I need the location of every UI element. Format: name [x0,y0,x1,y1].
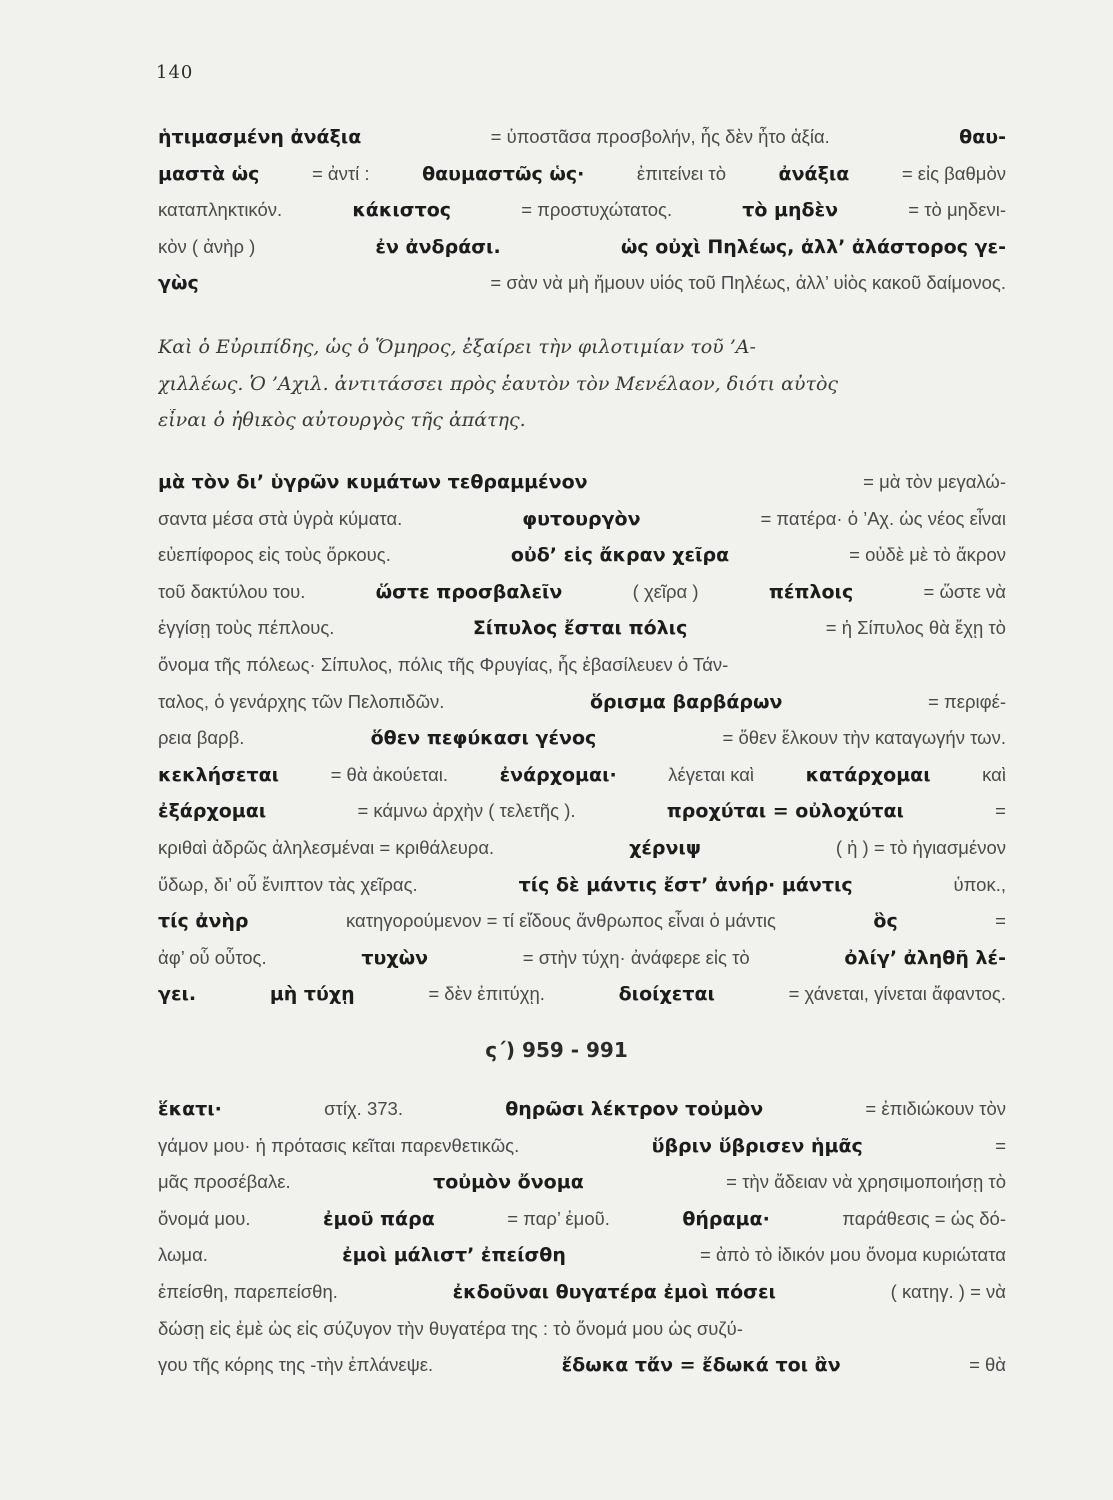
lemma-term: φυτουργὸν [522,507,641,530]
gloss-text: = ἐπιδιώκουν τὸν [865,1098,1006,1119]
text-line [158,764,1006,801]
gloss-text: ἐγγίσῃ τοὺς πέπλους. [158,617,335,639]
text-line [158,1098,1006,1135]
lemma-term: τυχὼν [361,946,429,969]
text-line [158,800,1006,837]
lemma-term: τὸ μηδὲν [742,199,839,222]
gloss-text: = στὴν τύχη· ἀνάφερε εἰς τὸ [522,946,750,968]
gloss-text: ( χεῖρα ) [632,580,699,602]
gloss-text: = κάμνω ἀρχὴν ( τελετῆς ). [357,800,576,822]
gloss-text: καταπληκτικόν. [158,199,283,221]
section-heading: ς΄) 959 - 991 [485,1038,628,1062]
gloss-text: = μὰ τὸν μεγαλώ- [863,471,1006,492]
text-line [158,471,1006,508]
text-line [158,1244,1006,1281]
gloss-text: λέγεται καὶ [668,763,755,785]
gloss-text: = ἡ Σίπυλος θὰ ἔχῃ τὸ [825,617,1006,639]
gloss-text: = θὰ ἀκούεται. [330,763,449,785]
text-line [158,544,1006,581]
text-line [158,272,1006,309]
lemma-term: Σίπυλος ἔσται πόλις [472,617,688,640]
lemma-term: χέρνιψ [629,836,701,859]
text-line [158,581,1006,618]
gloss-text: ἐπείσθη, παρεπείσθη. [158,1280,338,1302]
gloss-text: = ὅθεν ἕλκουν τὴν καταγωγήν των. [722,727,1006,749]
gloss-text: = παρ’ ἐμοῦ. [507,1207,610,1229]
lemma-term: ἐνάρχομαι· [499,763,617,786]
lemma-term: γει. [158,983,197,1006]
lemma-term: κάκιστος [352,199,452,222]
text-line [158,336,1006,373]
gloss-text: ὕδωρ, δι’ οὗ ἔνιπτον τὰς χεῖρας. [158,873,418,895]
lemma-term: οὐδ’ εἰς ἄκραν χεῖρα [510,544,730,567]
gloss-text: λωμα. [158,1244,208,1266]
text-line [158,409,1006,446]
gloss-text: μᾶς προσέβαλε. [158,1171,291,1193]
lemma-term: ἐν ἀνδράσι. [375,235,501,258]
gloss-text: ὄνομά μου. [158,1207,251,1229]
gloss-text: καὶ [982,763,1006,785]
lemma-term: τίς δὲ μάντις ἔστ’ ἀνήρ· μάντις [518,873,853,896]
lemma-term: ὅθεν πεφύκασι γένος [370,727,597,750]
gloss-text: = σὰν νὰ μὴ ἤμουν υἱός τοῦ Πηλέως, ἀλλ’ υἱὸς κακοῦ δαίμονος. [490,272,1006,294]
gloss-text: κὸν ( ἀνὴρ ) [158,235,256,257]
lemma-term: ὕβριν ὕβρισεν ἡμᾶς [651,1134,863,1157]
lemma-term: γὼς [158,272,199,295]
lemma-term: θαυμαστῶς ὡς· [422,162,585,185]
gloss-text: = οὐδὲ μὲ τὸ ἄκρον [849,544,1006,566]
gloss-text: γου τῆς κόρης της -τὴν ἐπλάνεψε. [158,1354,434,1376]
gloss-text: = ἀπὸ τὸ ἰδικόν μου ὄνομα κυριώτατα [700,1244,1006,1266]
gloss-text: ταλος, ὁ γενάρχης τῶν Πελοπιδῶν. [158,690,445,712]
lemma-term: τοὐμὸν ὄνομα [433,1171,584,1194]
lemma-term: προχύται = οὐλοχύται [666,800,904,823]
text-line [158,236,1006,273]
lemma-term: ἐμοὶ μάλιστ’ ἐπείσθη [342,1244,566,1267]
paragraph-glossary-1 [158,126,1006,309]
lemma-term: ἀνάξια [778,162,850,185]
text-line [158,654,1006,691]
lemma-term: ὥστε προσβαλεῖν [375,580,563,603]
gloss-text: = ὥστε νὰ [923,580,1006,602]
gloss-text: δώσῃ εἰς ἐμὲ ὡς εἰς σύζυγον τὴν θυγατέρα της : τὸ ὄνομά μου ὡς συζύ- [158,1317,743,1339]
gloss-text: ( ἡ ) = τὸ ἡγιασμένον [835,836,1006,858]
lemma-term: ἐκδοῦναι θυγατέρα ἐμοὶ πόσει [452,1280,776,1303]
gloss-text: ρεια βαρβ. [158,727,245,749]
gloss-text: στίχ. 373. [324,1098,403,1119]
text-line [158,947,1006,984]
text-line [158,617,1006,654]
lemma-term: μαστὰ ὡς [158,162,260,185]
paragraph-glossary-3 [158,1098,1006,1391]
lemma-term: μὴ τύχῃ [269,983,355,1006]
gloss-text: = [995,910,1006,932]
text-line [158,373,1006,410]
lemma-term: ἐμοῦ πάρα [322,1207,435,1230]
gloss-text: σαντα μέσα στὰ ὑγρὰ κύματα. [158,507,403,529]
gloss-text: = τὸ μηδενι- [908,199,1006,221]
italic-text: Καὶ ὁ Εὐριπίδης, ὡς ὁ Ὅμηρος, ἐξαίρει τὴν φιλοτιμίαν τοῦ ’Α- [158,336,756,358]
gloss-text: ὑποκ., [953,873,1006,895]
gloss-text: = προστυχώτατος. [521,199,673,221]
gloss-text: = εἰς βαθμὸν [901,162,1006,184]
text-line [158,1281,1006,1318]
text-line [158,837,1006,874]
lemma-term: ἡτιμασμένη ἀνάξια [158,126,362,148]
lemma-term: ἐξάρχομαι [158,800,267,823]
lemma-term: κεκλήσεται [158,763,280,786]
lemma-term: θήραμα· [682,1207,770,1230]
text-line [158,126,1006,163]
text-line [158,874,1006,911]
gloss-text: = [995,1134,1006,1156]
text-line [158,1135,1006,1172]
text-line [158,727,1006,764]
lemma-term: τίς ἀνὴρ [158,910,249,933]
lemma-term: κατάρχομαι [805,763,931,786]
lemma-term: θηρῶσι λέκτρον τοὐμὸν [505,1098,764,1120]
text-line [158,199,1006,236]
text-line [158,1354,1006,1391]
italic-text: εἶναι ὁ ἠθικὸς αὐτουργὸς τῆς ἀπάτης. [158,409,526,432]
gloss-text: ἀφ’ οὗ οὗτος. [158,946,267,968]
gloss-text: ὄνομα τῆς πόλεως· Σίπυλος, πόλις τῆς Φρυγίας, ἧς ἐβασίλευεν ὁ Τάν- [158,653,729,675]
gloss-text: παράθεσις = ὡς δό- [842,1207,1006,1229]
gloss-text: κατηγορούμενον = τί εἴδους ἄνθρωπος εἶναι ὁ μάντις [345,910,776,932]
gloss-text: = θὰ [969,1354,1006,1376]
lemma-term: πέπλοις [768,580,854,603]
lemma-term: ὡς οὐχὶ Πηλέως, ἀλλ’ ἀλάστορος γε- [620,235,1006,258]
text-line [158,163,1006,200]
gloss-text: = περιφέ- [928,690,1006,712]
lemma-term: μὰ τὸν δι’ ὑγρῶν κυμάτων τεθραμμένον [158,471,588,493]
lemma-term: ὀλίγ’ ἀληθῆ λέ- [844,946,1006,969]
paragraph-glossary-2 [158,471,1006,1020]
gloss-text: = ὑποστᾶσα προσβολήν, ἧς δὲν ἦτο ἀξία. [490,126,830,147]
gloss-text: ( κατηγ. ) = νὰ [890,1280,1006,1302]
lemma-term: ἔδωκα τἄν = ἔδωκά τοι ἂν [561,1354,841,1377]
gloss-text: τοῦ δακτύλου του. [158,580,306,602]
gloss-text: ἐπιτείνει τὸ [636,162,727,184]
italic-text: χιλλέως. Ὁ ’Αχιλ. ἀντιτάσσει πρὸς ἑαυτὸν τὸν Μενέλαον, διότι αὐτὸς [158,372,839,395]
text-line [158,983,1006,1020]
gloss-text: = χάνεται, γίνεται ἄφαντος. [788,983,1006,1005]
gloss-text: = δὲν ἐπιτύχῃ. [428,983,545,1005]
gloss-text: γάμον μου· ἡ πρότασις κεῖται παρενθετικῶς. [158,1134,520,1156]
text-line [158,691,1006,728]
gloss-text: εὐεπίφορος εἰς τοὺς ὅρκους. [158,544,391,566]
paragraph-commentary-italic [158,336,1006,446]
lemma-term: ὅρισμα βαρβάρων [589,690,783,713]
text-line [158,1318,1006,1355]
text-line [158,1208,1006,1245]
text-line [158,1171,1006,1208]
lemma-term: θαυ- [959,126,1006,148]
gloss-text: κριθαὶ ἀδρῶς ἀληλεσμέναι = κριθάλευρα. [158,836,495,858]
lemma-term: ὃς [873,910,898,933]
gloss-text: = πατέρα· ὁ ’Αχ. ὡς νέος εἶναι [760,507,1006,529]
text-line [158,508,1006,545]
lemma-term: διοίχεται [618,983,715,1006]
page-number: 140 [156,62,194,83]
gloss-text: = [995,800,1006,822]
text-line [158,910,1006,947]
gloss-text: = τὴν ἄδειαν νὰ χρησιμοποιήσῃ τὸ [726,1171,1006,1193]
lemma-term: ἕκατι· [158,1098,222,1120]
gloss-text: = ἀντί : [311,162,370,184]
